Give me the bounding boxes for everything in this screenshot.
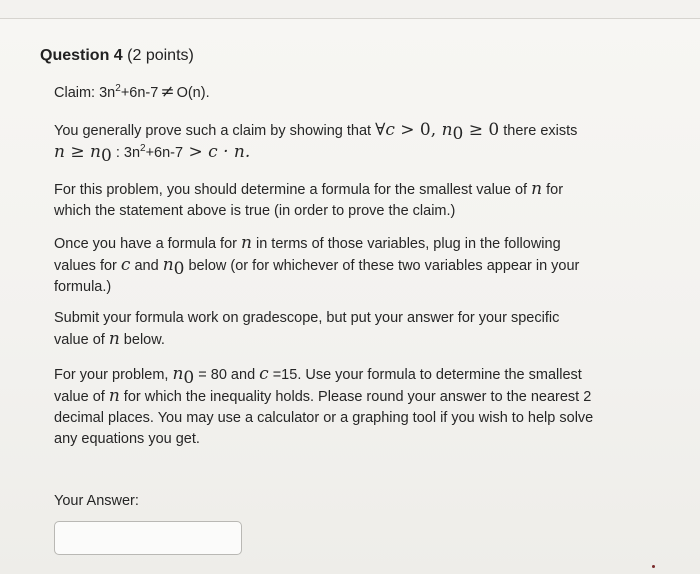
question-title <box>40 47 194 65</box>
stray-mark <box>652 565 655 568</box>
question-points: (2 points) <box>127 47 194 64</box>
problem-values-paragraph: For your problem, $n_0 = 80$ and c =15. Use your formula to determine the smallest value of n for which the inequality holds. Please round your answer to the nearest 2 decimal places. You may use a calculator or a graphing tool if you wish to help solve any equations you get. <box>54 364 594 447</box>
answer-input[interactable] <box>54 521 242 555</box>
question-card <box>0 18 700 574</box>
instructions-paragraph: Once you have a formula for n in terms of those variables, plug in the following values for c and $n_0$ below (or for whichever of these two variables appear in your formula.) <box>54 233 580 295</box>
submit-paragraph: Submit your formula work on gradescope, but put your answer for your specific value of n below. <box>54 310 560 349</box>
problem-paragraph: For this problem, you should determine a formula for the smallest value of n for which the statement above is true (in order to prove the claim.) <box>54 179 564 219</box>
question-number: Question 4 <box>40 47 123 64</box>
claim-text: Claim: $3n^2+6n-7 \ne O(n)$. <box>54 82 210 102</box>
prove-statement: You generally prove such a claim by showing that ∀c > 0, $n_0 \ge 0$ there exists $n \ge n_0$ : $3n^2+6n-7 > c \cdot n$. <box>54 120 578 166</box>
answer-label: Your Answer: <box>54 493 139 509</box>
